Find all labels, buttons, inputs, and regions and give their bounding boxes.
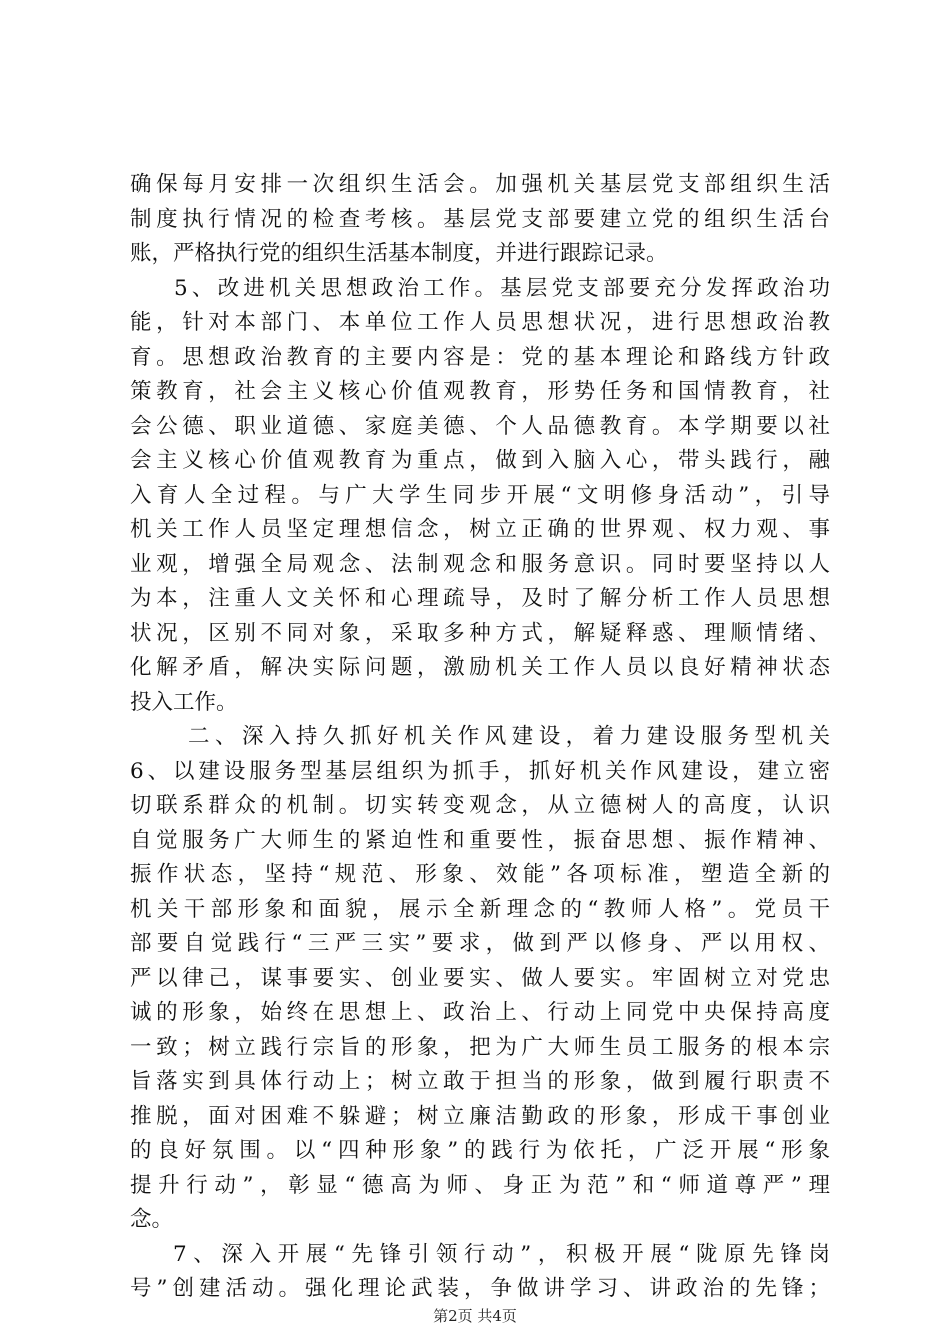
text-line: 投入工作。 bbox=[130, 689, 238, 715]
text-line: 旨落实到具体行动上；树立敢于担当的形象，做到履行职责不 bbox=[130, 1069, 830, 1094]
text-line: 一致；树立践行宗旨的形象，把为广大师生员工服务的根本宗 bbox=[130, 1034, 830, 1060]
text-line: 状况，区别不同对象，采取多种方式，解疑释惑、理顺情绪、 bbox=[130, 620, 830, 646]
text-line: 号”创建活动。强化理论武装，争做讲学习、讲政治的先锋； bbox=[130, 1276, 830, 1301]
text-line: 会主义核心价值观教育为重点，做到入脑入心，带头践行，融 bbox=[130, 448, 830, 473]
text-line: 育。思想政治教育的主要内容是：党的基本理论和路线方针政 bbox=[130, 344, 830, 370]
text-line: 账，严格执行党的组织生活基本制度，并进行跟踪记录。 bbox=[130, 241, 668, 266]
text-line: 的良好氛围。以“四种形象”的践行为依托，广泛开展“形象 bbox=[130, 1138, 830, 1163]
text-line: 自觉服务广大师生的紧迫性和重要性，振奋思想、振作精神、 bbox=[130, 827, 830, 853]
text-line: 念。 bbox=[130, 1207, 174, 1232]
text-line: 化解矛盾，解决实际问题，激励机关工作人员以良好精神状态 bbox=[130, 655, 830, 680]
text-line: 诚的形象，始终在思想上、政治上、行动上同党中央保持高度 bbox=[130, 1000, 830, 1025]
text-line: 切联系群众的机制。切实转变观念，从立德树人的高度，认识 bbox=[130, 793, 830, 818]
text-line: 制度执行情况的检查考核。基层党支部要建立党的组织生活台 bbox=[130, 206, 830, 232]
text-line: 振作状态，坚持“规范、形象、效能”各项标准，塑造全新的 bbox=[130, 862, 830, 887]
document-body bbox=[130, 168, 830, 1307]
text-line: 6、以建设服务型基层组织为抓手，抓好机关作风建设，建立密 bbox=[130, 758, 830, 784]
text-line: 7、深入开展“先锋引领行动”，积极开展“陇原先锋岗 bbox=[173, 1241, 830, 1267]
text-line: 二、深入持久抓好机关作风建设，着力建设服务型机关 bbox=[188, 724, 830, 749]
text-line: 为本，注重人文关怀和心理疏导，及时了解分析工作人员思想 bbox=[130, 586, 830, 611]
page-footer: 第2页 共4页 bbox=[433, 1307, 517, 1325]
text-line: 机关工作人员坚定理想信念，树立正确的世界观、权力观、事 bbox=[130, 517, 830, 542]
text-line: 5、改进机关思想政治工作。基层党支部要充分发挥政治功 bbox=[174, 275, 830, 301]
text-line: 业观，增强全局观念、法制观念和服务意识。同时要坚持以人 bbox=[130, 551, 830, 577]
text-line: 策教育，社会主义核心价值观教育，形势任务和国情教育，社 bbox=[130, 379, 830, 404]
text-line: 推脱，面对困难不躲避；树立廉洁勤政的形象，形成干事创业 bbox=[130, 1103, 830, 1129]
text-line: 部要自觉践行“三严三实”要求，做到严以修身、严以用权、 bbox=[130, 931, 830, 956]
text-line: 入育人全过程。与广大学生同步开展“文明修身活动”，引导 bbox=[130, 482, 830, 508]
text-line: 确保每月安排一次组织生活会。加强机关基层党支部组织生活 bbox=[130, 172, 830, 197]
text-line: 严以律己，谋事要实、创业要实、做人要实。牢固树立对党忠 bbox=[130, 965, 830, 991]
text-line: 能，针对本部门、本单位工作人员思想状况，进行思想政治教 bbox=[130, 310, 830, 335]
text-line: 会公德、职业道德、家庭美德、个人品德教育。本学期要以社 bbox=[130, 413, 830, 439]
text-line: 机关干部形象和面貌，展示全新理念的“教师人格”。党员干 bbox=[130, 896, 830, 922]
text-line: 提升行动”，彰显“德高为师、身正为范”和“师道尊严”理 bbox=[130, 1172, 830, 1198]
